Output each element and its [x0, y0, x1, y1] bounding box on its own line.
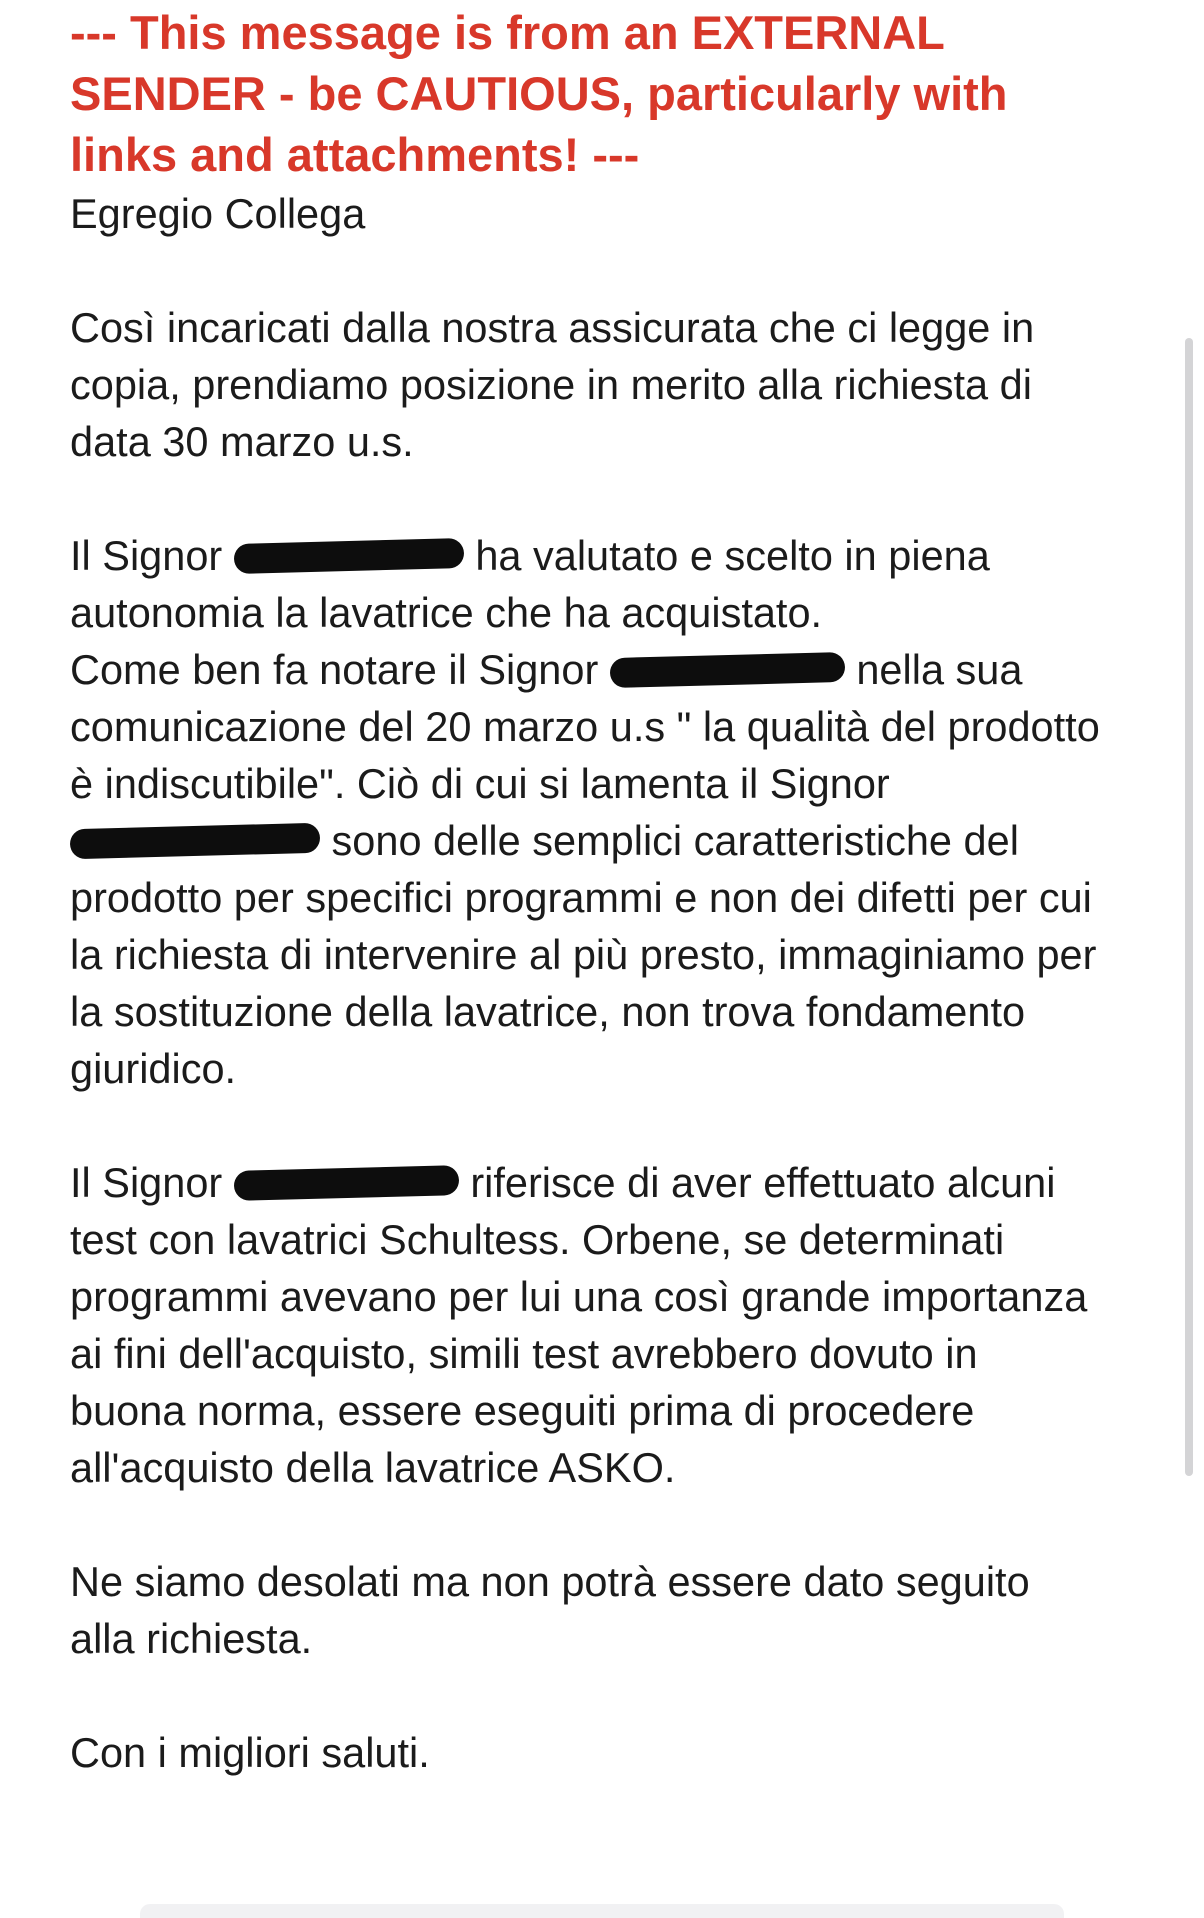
redacted-name — [70, 823, 321, 860]
paragraph-spacer — [70, 242, 1130, 299]
paragraph-2a-end: ha valutato e scelto in piena autonomia la lavatrice che ha acquistato. — [70, 532, 990, 636]
closing: Con i migliori saluti. — [70, 1729, 430, 1776]
paragraph-2b-middle: nella sua comunicazione del 20 marzo u.s " la qualità del prodotto è indiscutibile". Ciò di cui si lamenta il Signor — [70, 646, 1100, 807]
paragraph-3 — [70, 1154, 1090, 1496]
email-body-text — [70, 185, 1130, 1781]
redacted-name — [233, 538, 464, 574]
bottom-toolbar-edge — [140, 1904, 1064, 1918]
paragraph-2a-start: Il Signor — [70, 532, 223, 579]
paragraph-spacer — [70, 1097, 1130, 1154]
paragraph-2b — [70, 641, 1120, 1097]
greeting: Egregio Collega — [70, 190, 366, 237]
paragraph-2b-start: Come ben fa notare il Signor — [70, 646, 599, 693]
paragraph-1: Così incaricati dalla nostra assicurata che ci legge in copia, prendiamo posizione in merito alla richiesta di data 30 marzo u.s. — [70, 304, 1035, 465]
paragraph-spacer — [70, 470, 1130, 527]
redacted-name — [609, 652, 845, 688]
paragraph-2a — [70, 527, 1080, 641]
paragraph-spacer — [70, 1496, 1130, 1553]
external-sender-warning: --- This message is from an EXTERNAL SENDER - be CAUTIOUS, particularly with links and attachments! --- — [70, 6, 1008, 181]
paragraph-4: Ne siamo desolati ma non potrà essere dato seguito alla richiesta. — [70, 1558, 1030, 1662]
redacted-name — [233, 1165, 459, 1201]
vertical-scrollbar[interactable] — [1185, 338, 1193, 1476]
email-message-body — [70, 0, 1130, 1781]
paragraph-spacer — [70, 1667, 1130, 1724]
paragraph-2b-end: sono delle semplici caratteristiche del prodotto per specifici programmi e non dei difetti per cui la richiesta di intervenire al più presto, immaginiamo per la sostituzione della lavatrice, non trova fondamento giuridico. — [70, 817, 1097, 1092]
paragraph-3-start: Il Signor — [70, 1159, 223, 1206]
paragraph-3-end: riferisce di aver effettuato alcuni test con lavatrici Schultess. Orbene, se determinati programmi avevano per lui una così grande importanza ai fini dell'acquisto, simili test avrebbero dovuto in buona norma, essere eseguiti prima di procedere all'acquisto della lavatrice ASKO. — [70, 1159, 1088, 1491]
